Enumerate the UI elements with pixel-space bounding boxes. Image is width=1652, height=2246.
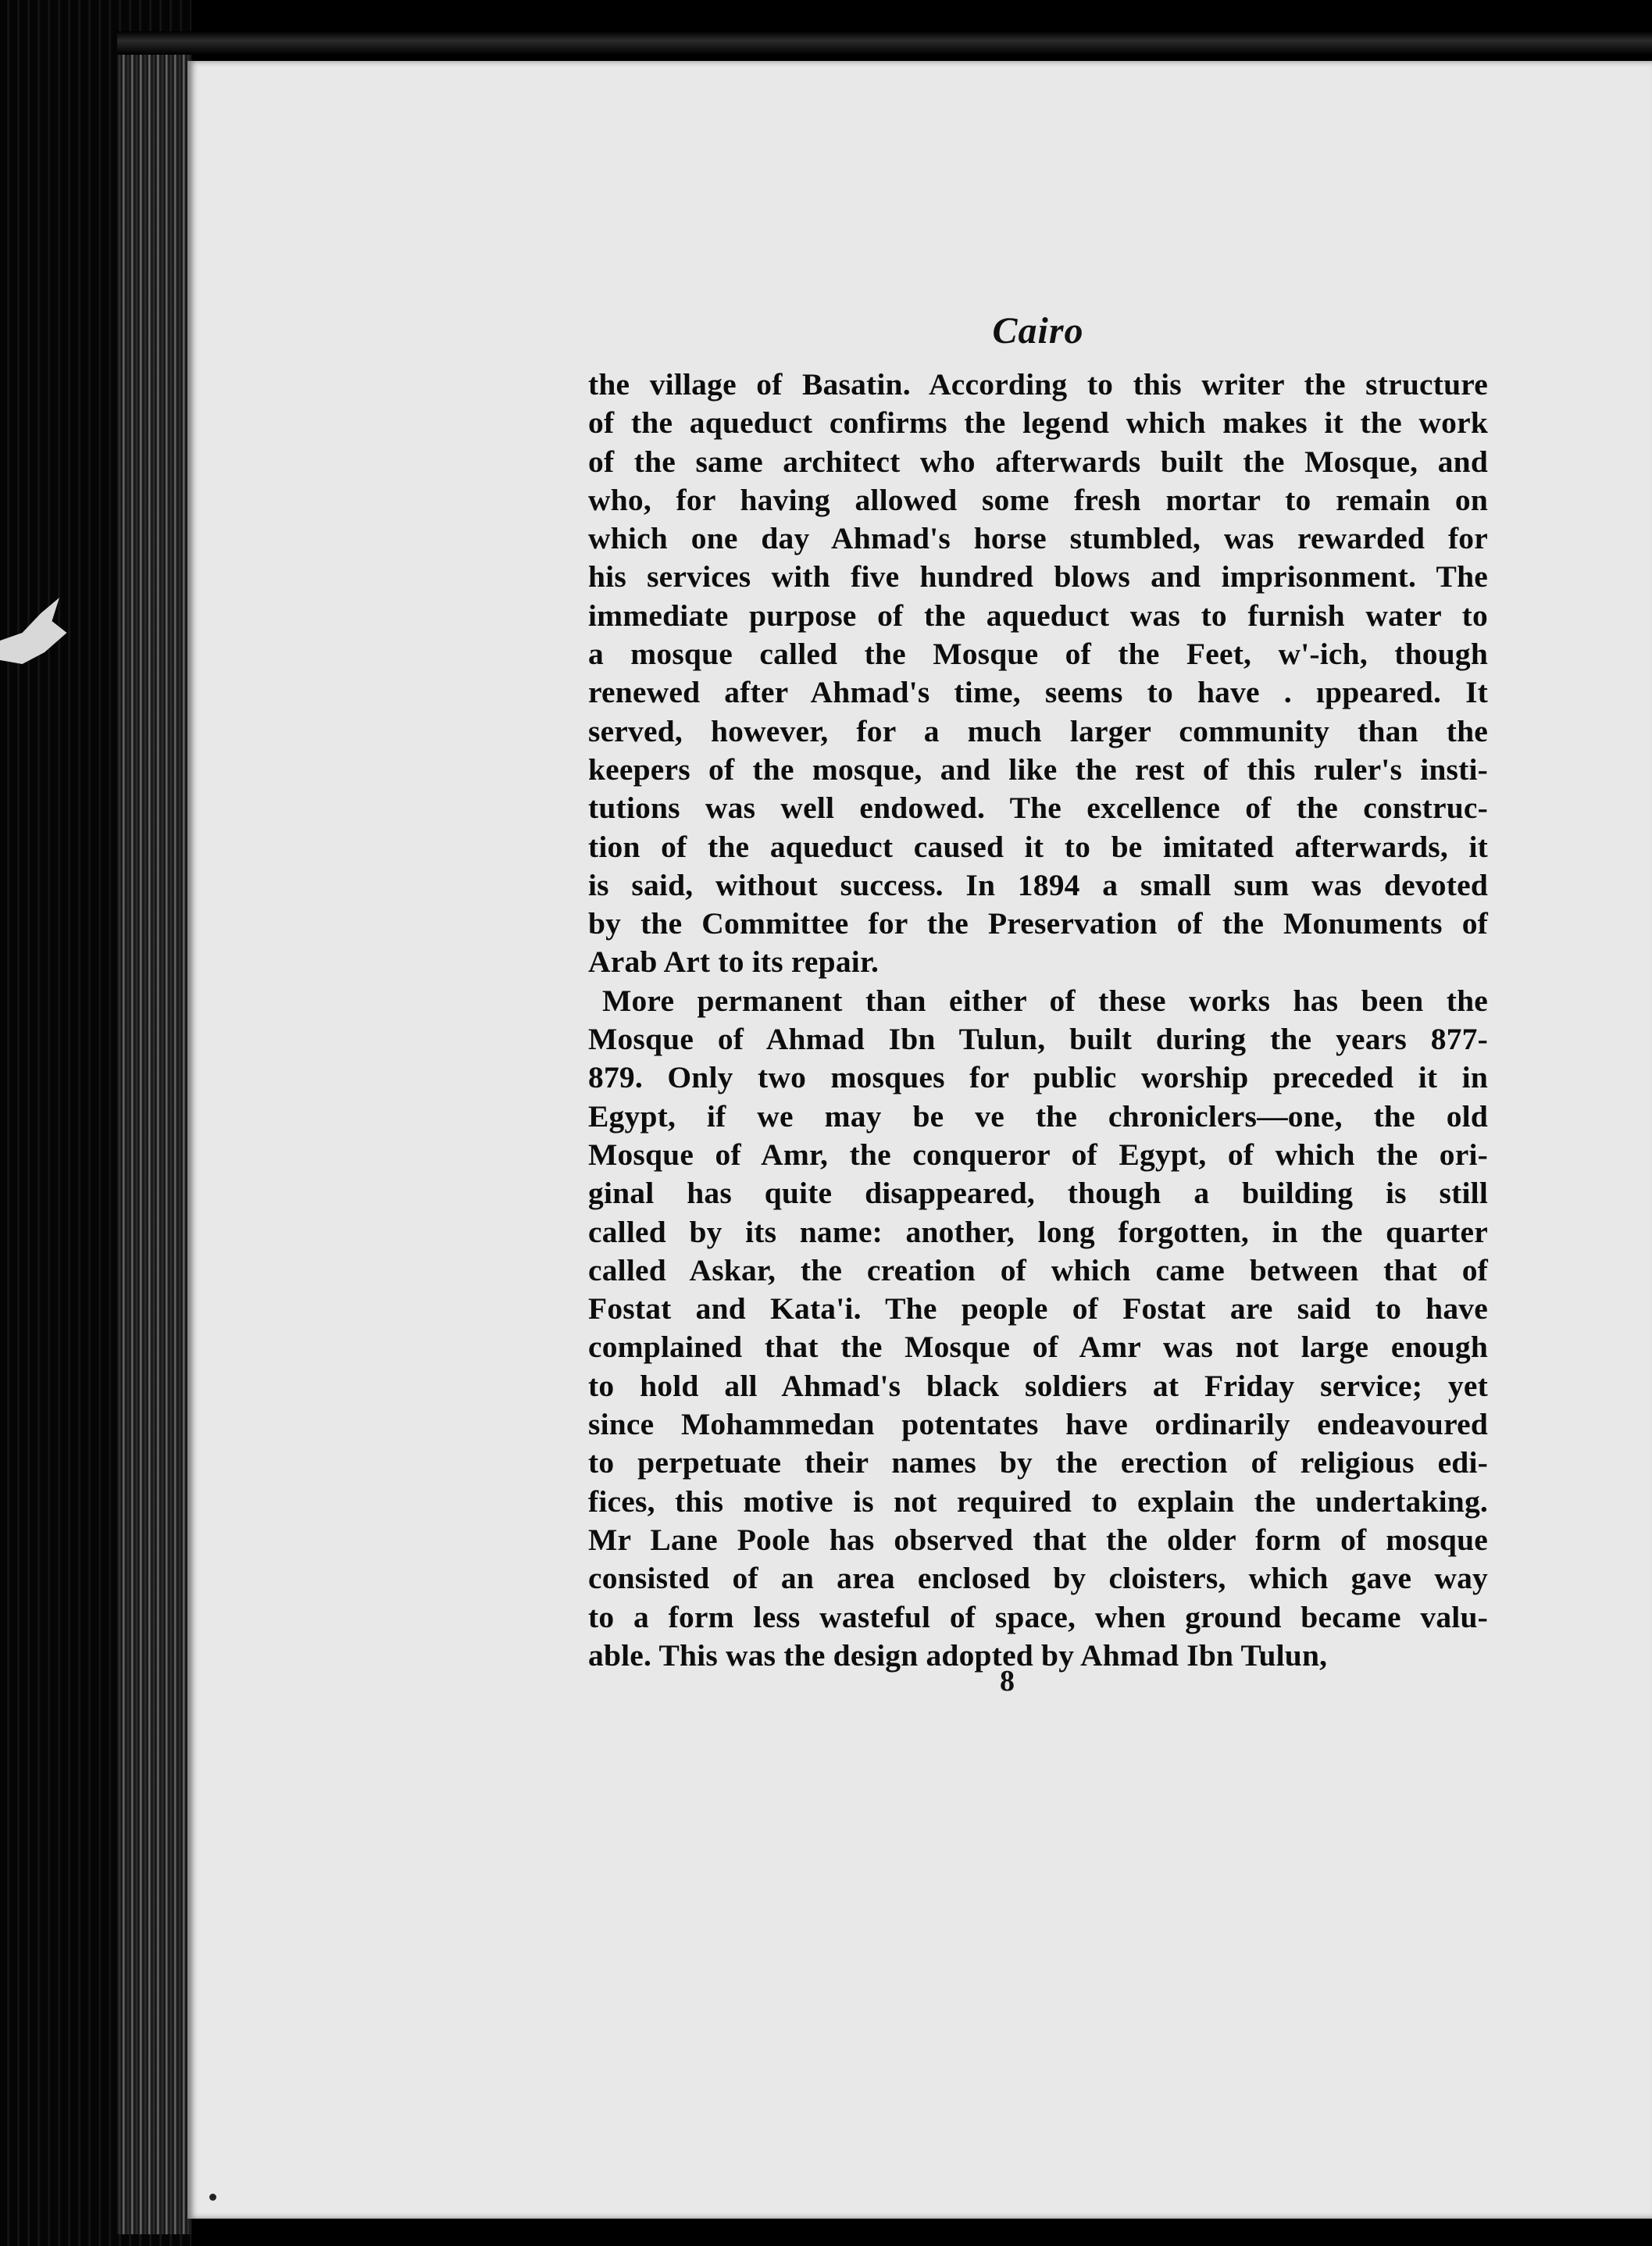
text-line: renewed after Ahmad's time, seems to have . ıppeared. It (588, 675, 1488, 710)
text-line: complained that the Mosque of Amr was not large enough (588, 1330, 1488, 1365)
text-line: keepers of the mosque, and like the rest of this ruler's insti- (588, 752, 1488, 787)
running-head: Cairo (992, 310, 1084, 352)
text-line: Arab Art to its repair. (588, 944, 880, 980)
text-line: Egypt, if we may be ve the chroniclers—one, the old (588, 1098, 1488, 1134)
text-line: called Askar, the creation of which came between that of (588, 1252, 1488, 1287)
text-line: who, for having allowed some fresh mortar to remain on (588, 482, 1488, 517)
text-line: to perpetuate their names by the erection of religious edi- (588, 1445, 1488, 1480)
text-line: consisted of an area enclosed by cloisters, which gave way (588, 1561, 1488, 1596)
text-line: ginal has quite disappeared, though a building is still (588, 1176, 1488, 1211)
text-block (588, 310, 1488, 1675)
scan-speck (209, 2194, 216, 2201)
text-line: which one day Ahmad's horse stumbled, was rewarded for (588, 521, 1488, 556)
text-line: his services with five hundred blows and imprisonment. The (588, 559, 1488, 595)
text-line: Mr Lane Poole has observed that the older form of mosque (588, 1522, 1488, 1557)
text-line: tion of the aqueduct caused it to be imitated afterwards, it (588, 829, 1488, 864)
text-line: the village of Basatin. According to this writer the structure (588, 367, 1488, 402)
text-line: Mosque of Amr, the conqueror of Egypt, of which the ori- (588, 1137, 1488, 1172)
top-shadow (117, 31, 1652, 55)
paragraph-1 (588, 366, 1488, 982)
text-line: a mosque called the Mosque of the Feet, w'-ich, though (588, 637, 1488, 672)
text-line: of the same architect who afterwards built the Mosque, and (588, 444, 1488, 479)
text-line: fices, this motive is not required to explain the undertaking. (588, 1484, 1488, 1519)
text-line: since Mohammedan potentates have ordinarily endeavoured (588, 1407, 1488, 1442)
text-line: Fostat and Kata'i. The people of Fostat are said to have (588, 1291, 1488, 1327)
text-line: is said, without success. In 1894 a small sum was devoted (588, 867, 1488, 902)
text-line: called by its name: another, long forgotten, in the quarter (588, 1214, 1488, 1249)
text-line: of the aqueduct confirms the legend which makes it the work (588, 405, 1488, 441)
text-line: to a form less wasteful of space, when ground became valu- (588, 1599, 1488, 1634)
text-line: tutions was well endowed. The excellence of the construc- (588, 791, 1488, 826)
page-edges (117, 47, 191, 2234)
text-line: More permanent than either of these works has been the (602, 983, 1488, 1018)
text-line: served, however, for a much larger community than the (588, 713, 1488, 748)
text-line: by the Committee for the Preservation of the Monuments of (588, 906, 1488, 941)
text-line: Mosque of Ahmad Ibn Tulun, built during the years 877- (588, 1022, 1488, 1057)
text-line: able. This was the design adopted by Ahmad Ibn Tulun, (588, 1637, 1328, 1673)
text-line: 879. Only two mosques for public worship preceded it in (588, 1060, 1488, 1095)
page-number: 8 (1000, 1665, 1015, 1698)
paragraph-2 (588, 982, 1488, 1675)
text-line: immediate purpose of the aqueduct was to furnish water to (588, 598, 1488, 633)
text-line: to hold all Ahmad's black soldiers at Friday service; yet (588, 1368, 1488, 1403)
